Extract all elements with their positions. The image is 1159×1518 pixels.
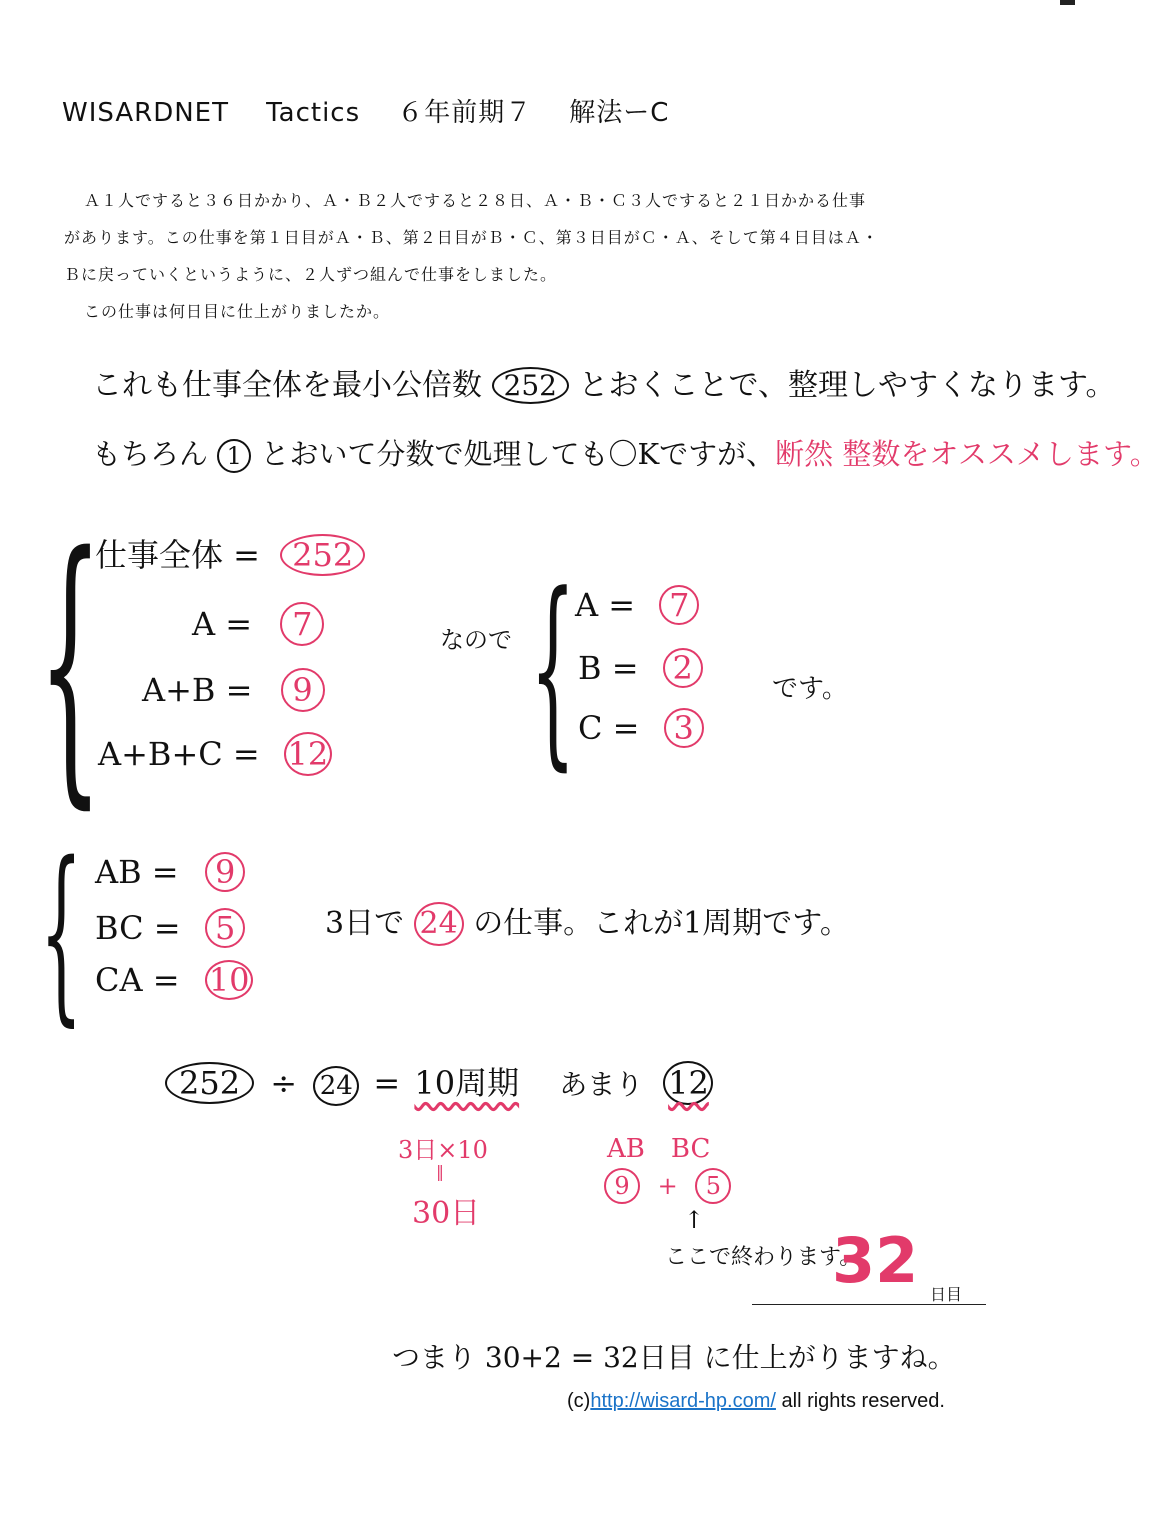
- block1-abc-label: A+B+C =: [98, 735, 260, 773]
- footer-link[interactable]: http://wisard-hp.com/: [590, 1390, 776, 1412]
- note2-mid: とおいて分数で処理しても〇Kですが、: [260, 437, 776, 471]
- problem-question: この仕事は何日目に仕上がりましたか。: [84, 302, 391, 321]
- answer-value: 32: [832, 1224, 919, 1297]
- block2-ca-label: CA =: [95, 961, 180, 999]
- block1-ab-label: A+B =: [142, 671, 253, 709]
- scan-corner-mark: [1060, 0, 1075, 5]
- calc-eq: =: [373, 1064, 401, 1102]
- header-brand: WISARDNET: [62, 98, 229, 128]
- block1-ab-row: [142, 668, 325, 712]
- page-header: [62, 92, 669, 129]
- block1-rc-row: [578, 708, 704, 748]
- calc-r2: 5: [695, 1168, 731, 1204]
- block2-brace: {: [40, 822, 83, 1043]
- calc-dividend: 252: [165, 1062, 254, 1104]
- calc-remainder-breakdown: [604, 1168, 731, 1204]
- block2-bc-row: [95, 908, 245, 948]
- block1-a-val: 7: [280, 602, 324, 646]
- calc-days: 30日: [412, 1196, 481, 1231]
- block1-whole-row: [95, 530, 365, 576]
- summary-line: つまり 30+2 = 32日目 に仕上がりますね。: [392, 1341, 956, 1374]
- block1-desu: です。: [772, 674, 848, 704]
- block1-right-brace: {: [530, 551, 576, 789]
- calc-amari: あまり: [559, 1068, 644, 1101]
- problem-line-2: があります。この仕事を第１日目がＡ・Ｂ、第２日目がＢ・Ｃ、第３日目がＣ・Ａ、そして第４日目はＡ・: [64, 228, 879, 247]
- problem-line-1: Ａ１人ですると３６日かかり、Ａ・Ｂ２人ですると２８日、Ａ・Ｂ・Ｃ３人ですると２１日かかる仕事: [84, 191, 867, 210]
- block2-txt-val: 24: [414, 902, 464, 946]
- block1-nanode: なので: [440, 626, 512, 654]
- block1-abc-val: 12: [284, 732, 332, 776]
- calc-days-calc: 3日×10: [398, 1136, 488, 1164]
- block1-rc-val: 3: [664, 708, 704, 748]
- block2-txt-post: の仕事。これが1周期です。: [473, 906, 850, 941]
- note2-one-circle: 1: [217, 439, 251, 473]
- block1-rb-row: [578, 648, 703, 688]
- note1-pre: これも仕事全体を最小公倍数: [92, 368, 482, 403]
- block2-txt-pre: 3日で: [325, 906, 405, 941]
- block1-rc-label: C =: [578, 709, 640, 747]
- header-label: 解法ーC: [569, 98, 670, 128]
- note-line-2: [92, 432, 1159, 473]
- block2-bc-label: BC =: [95, 909, 181, 947]
- answer-unit: 日目: [930, 1285, 963, 1304]
- block1-ab-val: 9: [281, 668, 325, 712]
- note1-lcm-circle: 252: [492, 367, 569, 404]
- calc-eq-mark: ‖: [436, 1162, 444, 1181]
- note-line-1: [92, 360, 1116, 404]
- block1-ra-row: [575, 585, 699, 625]
- calc-plus: +: [657, 1172, 678, 1200]
- block1-a-row: [192, 602, 324, 646]
- calc-ab-bc: AB BC: [607, 1134, 711, 1164]
- calc-divisor: 24: [313, 1066, 359, 1106]
- calc-remainder: 12: [663, 1061, 713, 1105]
- note2-pre: もちろん: [92, 437, 209, 471]
- block1-rb-val: 2: [663, 648, 703, 688]
- block1-ra-val: 7: [659, 585, 699, 625]
- answer-block: [752, 1224, 986, 1305]
- block1-abc-row: [98, 732, 332, 776]
- block2-bc-val: 5: [205, 908, 245, 948]
- block2-ab-val: 9: [205, 852, 245, 892]
- header-series: Tactics: [266, 98, 361, 128]
- calc-r1: 9: [604, 1168, 640, 1204]
- header-unit: ６年前期７: [397, 98, 533, 128]
- block2-ab-label: AB =: [95, 853, 179, 891]
- block2-period-text: [325, 898, 850, 946]
- arrow-up-icon: ↑: [684, 1206, 705, 1234]
- problem-line-3: Ｂに戻っていくというように、２人ずつ組んで仕事をしました。: [64, 265, 558, 284]
- calc-div-sign: ÷: [270, 1064, 298, 1102]
- block1-ra-label: A =: [575, 586, 636, 624]
- calc-end-note: ここで終わります。: [665, 1245, 862, 1270]
- note1-post: とおくことで、整理しやすくなります。: [578, 368, 1116, 403]
- block1-rb-label: B =: [578, 649, 639, 687]
- block1-whole-label: 仕事全体 =: [95, 536, 260, 574]
- block1-whole-val: 252: [280, 534, 365, 576]
- block2-ca-row: [95, 960, 253, 1000]
- block2-ab-row: [95, 852, 245, 892]
- calc-quotient: 10周期: [414, 1064, 520, 1102]
- calc-line: [165, 1058, 713, 1106]
- note2-red: 断然 整数をオススメします。: [775, 437, 1159, 471]
- block1-a-label: A =: [192, 605, 253, 643]
- footer-suffix: all rights reserved.: [775, 1390, 945, 1412]
- footer-copyright: [567, 1390, 945, 1413]
- block2-ca-val: 10: [205, 960, 253, 1000]
- problem-text: [64, 182, 879, 330]
- footer-prefix: (c): [567, 1390, 591, 1412]
- block1-left-brace: {: [38, 496, 103, 833]
